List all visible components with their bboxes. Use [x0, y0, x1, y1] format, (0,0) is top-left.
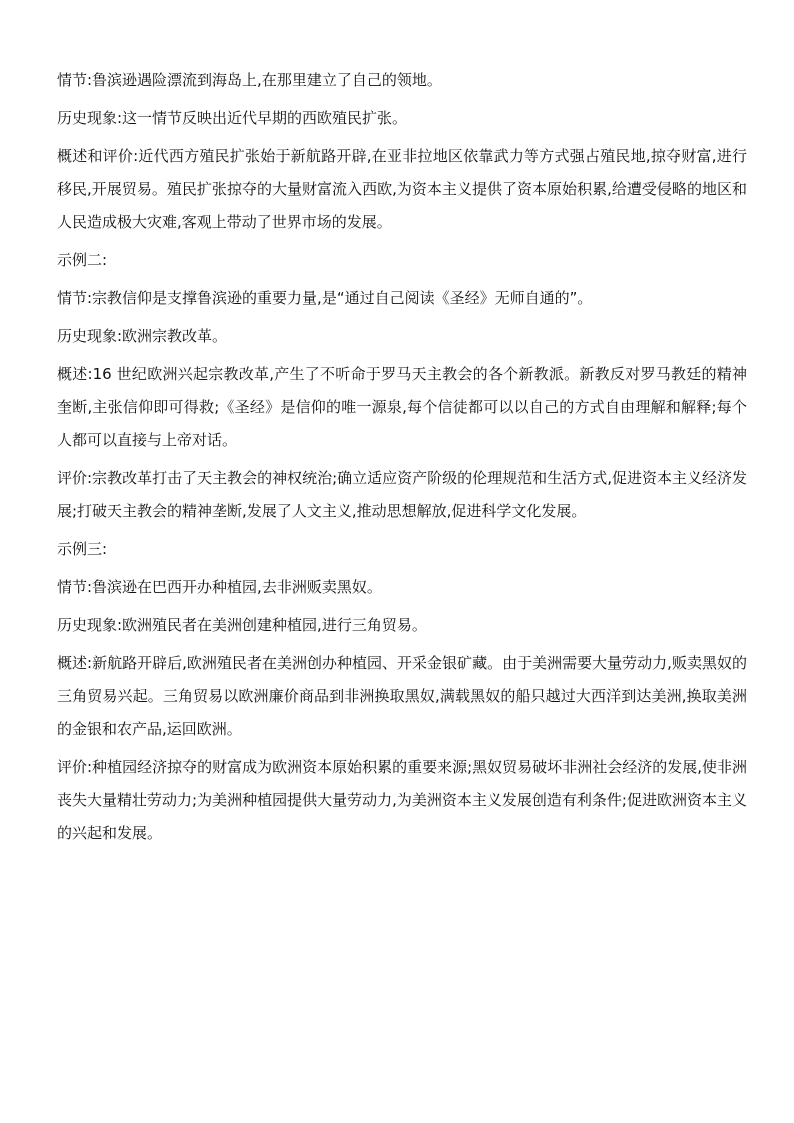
paragraph-phenomenon-2: 历史现象:欧洲宗教改革。	[57, 327, 228, 345]
paragraph-phenomenon-1: 历史现象:这一情节反映出近代早期的西欧殖民扩张。	[57, 109, 408, 127]
example-heading-2: 示例二:	[57, 251, 108, 269]
paragraph-summary-1: 概述和评价:近代西方殖民扩张始于新航路开辟,在亚非拉地区依靠武力等方式强占殖民地,掠夺财富,进行移民,开展贸易。殖民扩张掠夺的大量财富流入西欧,为资本主义提供了资本原始积累,给遭受侵略的地区和人民造成极大灾难,客观上带动了世界市场的发展。	[57, 147, 747, 231]
paragraph-plot-1: 情节:鲁滨逊遇险漂流到海岛上,在那里建立了自己的领地。	[57, 71, 442, 89]
paragraph-phenomenon-3: 历史现象:欧洲殖民者在美洲创建种植园,进行三角贸易。	[57, 616, 427, 634]
example-heading-3: 示例三:	[57, 540, 108, 558]
paragraph-evaluation-2: 评价:宗教改革打击了天主教会的神权统治;确立适应资产阶级的伦理规范和生活方式,促进资本主义经济发展;打破天主教会的精神垄断,发展了人文主义,推动思想解放,促进科学文化发展。	[57, 469, 747, 520]
paragraph-summary-2: 概述:16 世纪欧洲兴起宗教改革,产生了不听命于罗马天主教会的各个新教派。新教反对罗马教廷的精神奎断,主张信仰即可得救;《圣经》是信仰的唯一源泉,每个信徒都可以以自己的方式自由理解和解释;每个人都可以直接与上帝对话。	[57, 365, 747, 449]
paragraph-plot-2: 情节:宗教信仰是支撑鲁滨逊的重要力量,是“通过自己阅读《圣经》无师自通的”。	[57, 289, 593, 307]
paragraph-plot-3: 情节:鲁滨逊在巴西开办种植园,去非洲贩卖黑奴。	[57, 578, 382, 596]
paragraph-summary-3: 概述:新航路开辟后,欧洲殖民者在美洲创办种植园、开采金银矿藏。由于美洲需要大量劳动力,贩卖黑奴的三角贸易兴起。三角贸易以欧洲廉价商品到非洲换取黑奴,满载黑奴的船只越过大西洋到达美洲,换取美洲的金银和农产品,运回欧洲。	[57, 654, 747, 738]
paragraph-evaluation-3: 评价:种植园经济掠夺的财富成为欧洲资本原始积累的重要来源;黑奴贸易破坏非洲社会经济的发展,使非洲丧失大量精壮劳动力;为美洲种植园提供大量劳动力,为美洲资本主义发展创造有利条件;促进欧洲资本主义的兴起和发展。	[57, 758, 747, 842]
document-body	[57, 64, 747, 855]
